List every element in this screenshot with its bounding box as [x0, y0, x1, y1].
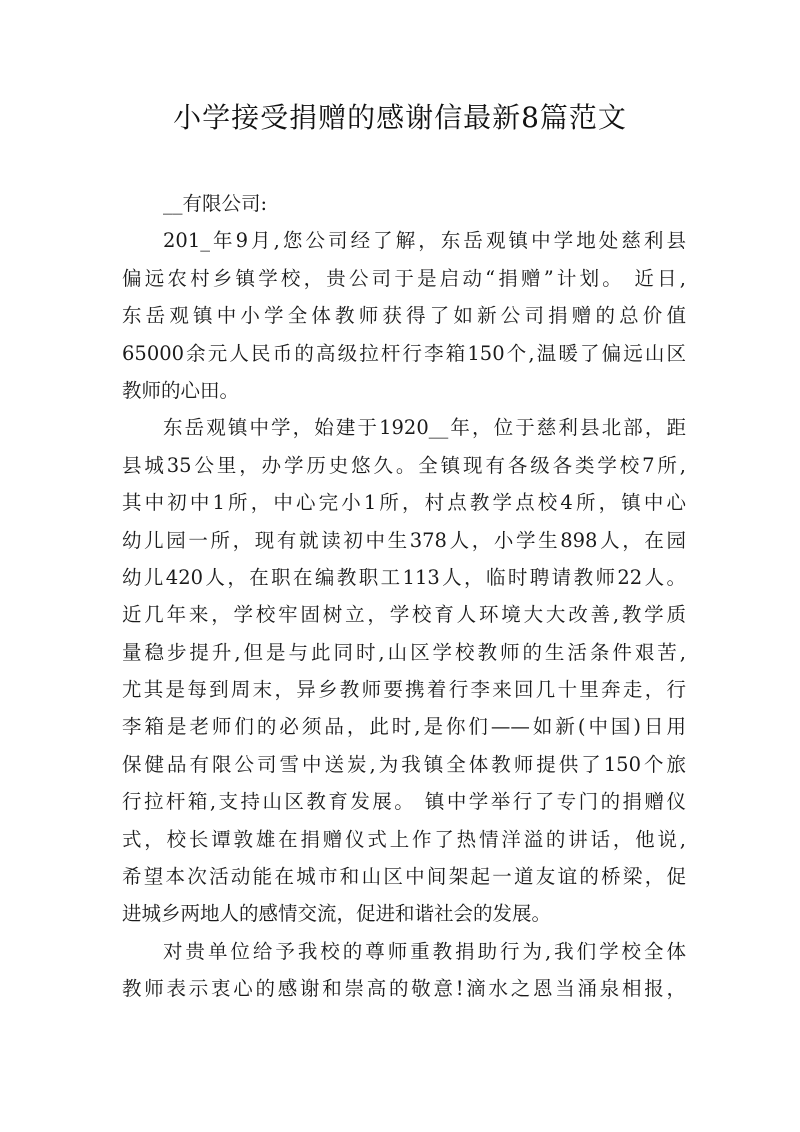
body-line: 近几年来，学校牢固树立，学校育人环境大大改善,教学质: [122, 603, 686, 627]
body-line: 李箱是老师们的必须品，此时,是你们——如新(中国)日用: [122, 715, 686, 739]
document-body: [122, 185, 686, 1008]
document-title: 小学接受捐赠的感谢信最新8篇范文: [173, 101, 627, 134]
body-line: __有限公司:: [163, 192, 268, 215]
body-line: 尤其是每到周末，异乡教师要携着行李来回几十里奔走，行: [122, 678, 686, 702]
body-line: 县城35公里，办学历史悠久。全镇现有各级各类学校7所,: [122, 453, 686, 477]
body-line: 教师表示衷心的感谢和崇高的敬意!滴水之恩当涌泉相报，: [122, 977, 686, 1001]
body-line: 65000余元人民币的高级拉杆行李箱150个,温暖了偏远山区: [122, 341, 686, 365]
body-line: 保健品有限公司雪中送炭,为我镇全体教师提供了150个旅: [122, 752, 686, 776]
body-line: 偏远农村乡镇学校，贵公司于是启动“捐赠”计划。 近日,: [122, 266, 686, 290]
body-line: 幼儿园一所，现有就读初中生378人，小学生898人，在园: [122, 528, 686, 552]
body-line: 希望本次活动能在城市和山区中间架起一道友谊的桥梁，促: [122, 865, 686, 889]
body-line: 东岳观镇中学，始建于1920__年，位于慈利县北部，距: [163, 416, 686, 440]
body-line: 式，校长谭敦雄在捐赠仪式上作了热情洋溢的讲话，他说,: [122, 827, 686, 851]
body-line: 进城乡两地人的感情交流，促进和谐社会的发展。: [122, 902, 552, 926]
body-line: 其中初中1所，中心完小1所，村点教学点校4所，镇中心: [122, 491, 686, 515]
body-line: 201_年9月,您公司经了解，东岳观镇中学地处慈利县: [163, 229, 686, 253]
body-line: 幼儿420人，在职在编教职工113人，临时聘请教师22人。: [122, 565, 686, 589]
body-line: 教师的心田。: [122, 378, 240, 402]
body-line: 量稳步提升,但是与此同时,山区学校教师的生活条件艰苦,: [122, 640, 686, 664]
body-line: 东岳观镇中小学全体教师获得了如新公司捐赠的总价值: [122, 304, 686, 328]
body-line: 行拉杆箱,支持山区教育发展。 镇中学举行了专门的捐赠仪: [122, 790, 686, 814]
body-line: 对贵单位给予我校的尊师重教捐助行为,我们学校全体: [163, 939, 686, 963]
